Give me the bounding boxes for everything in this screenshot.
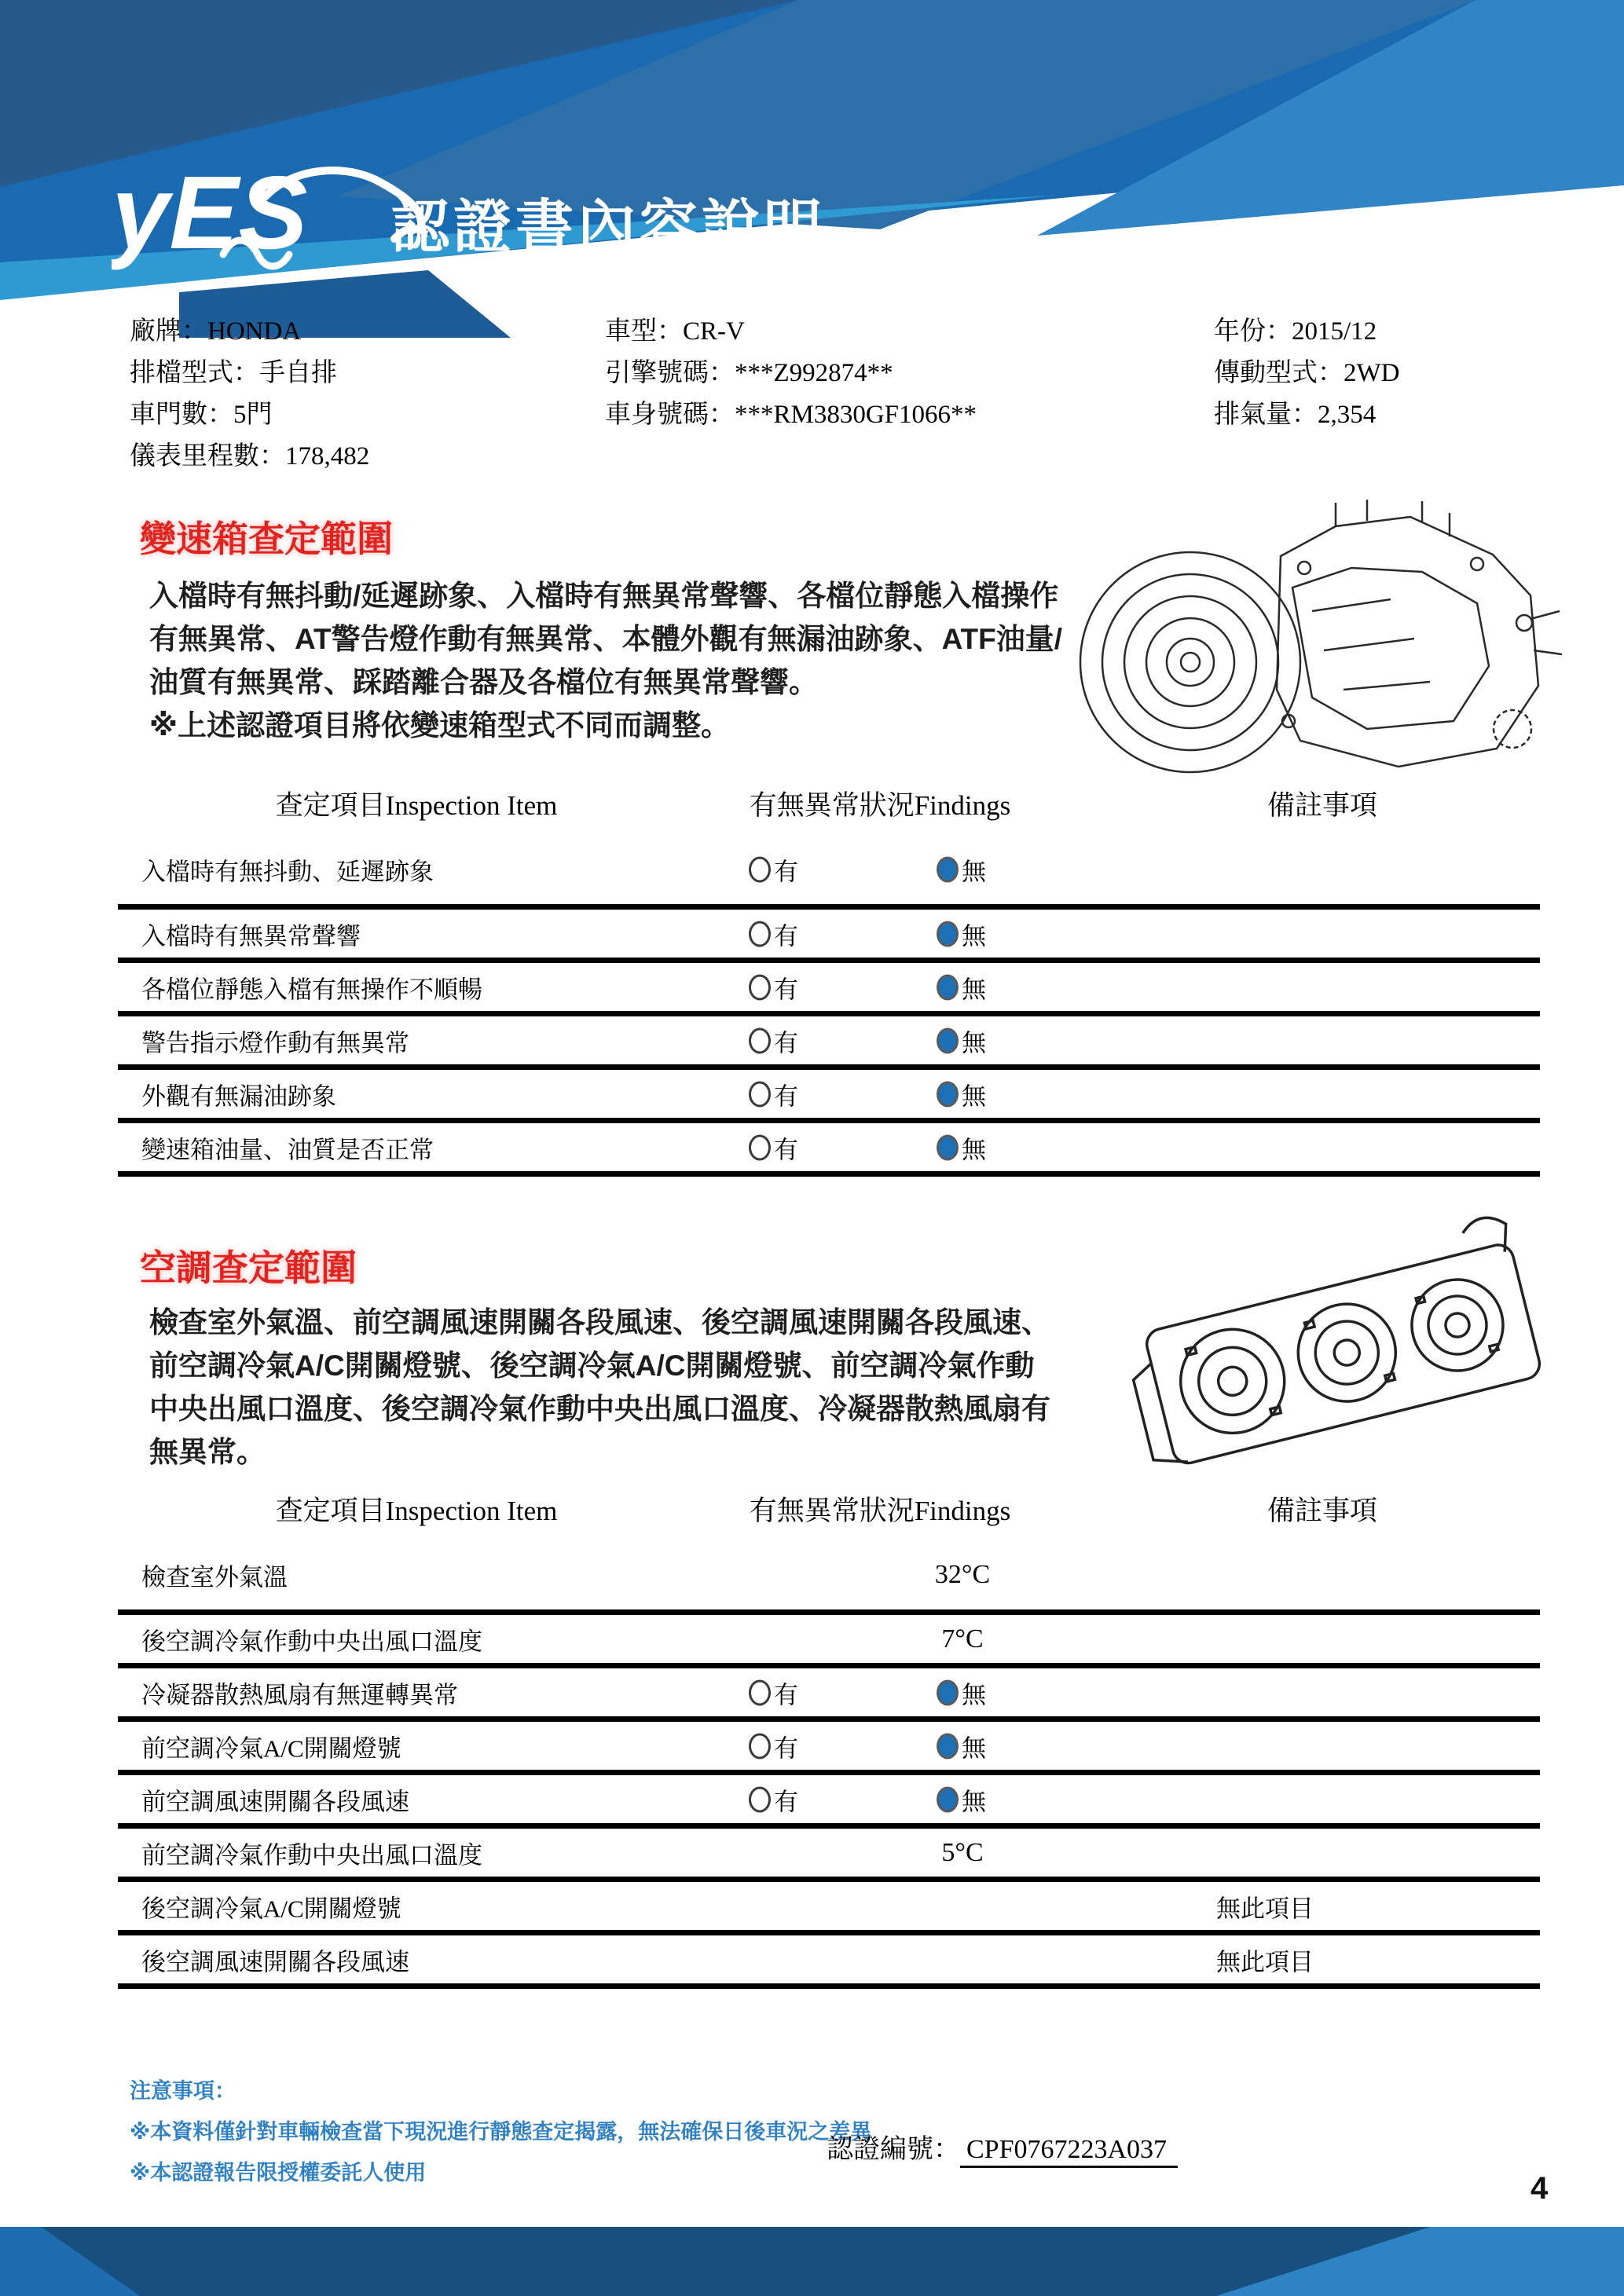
section-title-transmission: 變速箱查定範圍: [140, 518, 393, 559]
notice-block: [130, 2071, 871, 2193]
table-row: [118, 1882, 1540, 1935]
radio-option-normal: [937, 1728, 986, 1763]
inspection-item-label: 前空調冷氣A/C開關燈號: [141, 1734, 401, 1762]
description-line: 無異常。: [149, 1436, 266, 1468]
vehicle-info-item: 排檔型式：手自排: [130, 359, 337, 387]
inspection-item-label: 後空調冷氣A/C開關燈號: [141, 1895, 401, 1922]
inspection-item-label: 後空調冷氣作動中央出風口溫度: [141, 1628, 482, 1655]
radio-label: 有: [774, 1734, 798, 1762]
column-header-item: 查定項目Inspection Item: [275, 1496, 558, 1526]
table-row: [118, 1070, 1540, 1123]
radio-option-abnormal: [749, 1130, 798, 1165]
table-row: [118, 1540, 1540, 1615]
certificate-number-label: 認證編號：: [827, 2135, 960, 2164]
description-line: ※上述認證項目將依變速箱型式不同而調整。: [149, 709, 730, 742]
inspection-item-label: 入檔時有無抖動、延遲跡象: [141, 858, 434, 885]
vehicle-info-column-left: [130, 311, 369, 478]
vehicle-info-item: 傳動型式：2WD: [1214, 359, 1400, 387]
radio-circle-icon: [937, 1733, 959, 1759]
radio-option-normal: [937, 969, 986, 1005]
vehicle-info-item: 年份：2015/12: [1214, 317, 1377, 346]
column-header-remarks: 備註事項: [1267, 790, 1377, 821]
table-row: [118, 1016, 1540, 1070]
inspection-item-label: 各檔位靜態入檔有無操作不順暢: [141, 976, 482, 1003]
radio-option-normal: [937, 1023, 986, 1058]
vehicle-info-item: 引擎號碼：***Z992874**: [605, 359, 893, 387]
radio-circle-icon: [937, 1027, 959, 1053]
radio-circle-icon: [749, 1027, 771, 1053]
table-body: [118, 1540, 1540, 1989]
inspection-item-label: 警告指示燈作動有無異常: [141, 1029, 409, 1056]
remark-text: 無此項目: [1216, 1948, 1314, 1976]
radio-label: 無: [962, 1136, 986, 1163]
radio-option-abnormal: [749, 1782, 798, 1817]
radio-label: 無: [962, 922, 986, 950]
table-row: [118, 910, 1540, 963]
radio-circle-icon: [937, 1786, 959, 1812]
column-header-findings: 有無異常狀況Findings: [749, 1496, 1011, 1526]
inspection-item-label: 後空調風速開關各段風速: [141, 1948, 409, 1976]
radio-label: 有: [774, 1136, 798, 1163]
radio-circle-icon: [749, 1786, 771, 1812]
radio-label: 有: [774, 858, 798, 885]
table-row: [118, 1775, 1540, 1829]
inspection-item-label: 冷凝器散熱風扇有無運轉異常: [141, 1681, 458, 1708]
radio-label: 無: [962, 976, 986, 1003]
table-header-row: [118, 1489, 1540, 1540]
radio-option-abnormal: [749, 916, 798, 951]
column-header-item: 查定項目Inspection Item: [275, 790, 558, 821]
radio-option-normal: [937, 851, 986, 887]
page-title: 認證書內容說明: [391, 194, 826, 259]
finding-value: 32°C: [934, 1559, 991, 1589]
vehicle-info-column-middle: [605, 311, 977, 436]
certificate-number-value: CPF0767223A037: [960, 2135, 1178, 2168]
notice-line: ※本認證報告限授權委託人使用: [130, 2161, 427, 2184]
radio-option-abnormal: [749, 1076, 798, 1111]
table-row: [118, 834, 1540, 910]
radio-option-normal: [937, 1076, 986, 1111]
notice-title: 注意事項：: [130, 2079, 236, 2103]
radio-label: 有: [774, 1082, 798, 1110]
radio-label: 無: [962, 1681, 986, 1708]
table-row: [118, 1722, 1540, 1775]
radio-option-normal: [937, 1782, 986, 1817]
radio-label: 有: [774, 1681, 798, 1708]
vehicle-info-item: 儀表里程數：178,482: [130, 442, 370, 471]
radio-option-normal: [937, 916, 986, 951]
finding-value: 7°C: [941, 1624, 984, 1653]
radio-label: 無: [962, 1788, 986, 1815]
radio-circle-icon: [749, 1733, 771, 1759]
radio-option-abnormal: [749, 1023, 798, 1058]
radio-label: 無: [962, 858, 986, 885]
vehicle-info-item: 廠牌：HONDA: [130, 317, 302, 346]
radio-option-abnormal: [749, 851, 798, 887]
radio-circle-icon: [937, 1081, 959, 1107]
description-line: 油質有無異常、踩踏離合器及各檔位有無異常聲響。: [149, 666, 818, 698]
inspection-item-label: 前空調風速開關各段風速: [141, 1788, 409, 1815]
yes-logo-text: yES: [112, 155, 308, 270]
notice-lines: [130, 2111, 871, 2193]
transmission-inspection-table: [118, 784, 1540, 1177]
radio-circle-icon: [937, 1679, 959, 1705]
radio-option-normal: [937, 1130, 986, 1165]
finding-value: 5°C: [941, 1837, 984, 1867]
table-row: [118, 1668, 1540, 1722]
ac-inspection-table: [118, 1489, 1540, 1989]
radio-circle-icon: [749, 974, 771, 1000]
radio-label: 無: [962, 1029, 986, 1056]
section-description-transmission: [149, 574, 1062, 747]
description-line: 入檔時有無抖動/延遲跡象、入檔時有無異常聲響、各檔位靜態入檔操作: [149, 580, 1059, 612]
table-row: [118, 1123, 1540, 1177]
vehicle-info-column-right: [1214, 311, 1399, 436]
radio-label: 有: [774, 1788, 798, 1815]
radio-circle-icon: [749, 1081, 771, 1107]
radio-circle-icon: [749, 1134, 771, 1160]
radio-option-normal: [937, 1675, 986, 1710]
vehicle-info-item: 車型：CR-V: [605, 317, 745, 346]
column-header-findings: 有無異常狀況Findings: [749, 790, 1011, 821]
vehicle-info-item: 排氣量：2,354: [1214, 401, 1377, 429]
radio-circle-icon: [937, 921, 959, 947]
ac-panel-illustration: [1120, 1210, 1575, 1485]
radio-label: 無: [962, 1734, 986, 1762]
inspection-item-label: 入檔時有無異常聲響: [141, 922, 361, 950]
description-line: 檢查室外氣溫、前空調風速開關各段風速、後空調風速開關各段風速、: [149, 1306, 1050, 1338]
radio-option-abnormal: [749, 1728, 798, 1763]
footer-banner: [0, 2227, 1624, 2296]
radio-option-abnormal: [749, 1675, 798, 1710]
inspection-item-label: 外觀有無漏油跡象: [141, 1082, 336, 1110]
radio-circle-icon: [749, 856, 771, 882]
description-line: 有無異常、AT警告燈作動有無異常、本體外觀有無漏油跡象、ATF油量/: [149, 623, 1063, 655]
description-line: 中央出風口溫度、後空調冷氣作動中央出風口溫度、冷凝器散熱風扇有: [149, 1393, 1050, 1425]
section-title-air-conditioning: 空調查定範圍: [140, 1247, 357, 1288]
radio-label: 有: [774, 976, 798, 1003]
inspection-item-label: 檢查室外氣溫: [141, 1563, 288, 1591]
table-row: [118, 1935, 1540, 1989]
radio-circle-icon: [749, 1679, 771, 1705]
inspection-item-label: 前空調冷氣作動中央出風口溫度: [141, 1841, 482, 1869]
column-header-remarks: 備註事項: [1267, 1496, 1377, 1526]
radio-label: 無: [962, 1082, 986, 1110]
remark-text: 無此項目: [1216, 1895, 1314, 1922]
transmission-illustration: [1053, 493, 1564, 776]
radio-circle-icon: [937, 856, 959, 882]
table-header-row: [118, 784, 1540, 834]
vehicle-info-item: 車身號碼：***RM3830GF1066**: [605, 401, 977, 429]
notice-line: ※本資料僅針對車輛檢查當下現況進行靜態查定揭露，無法確保日後車況之差異: [130, 2120, 872, 2144]
radio-circle-icon: [937, 1134, 959, 1160]
radio-label: 有: [774, 922, 798, 950]
radio-option-abnormal: [749, 969, 798, 1005]
table-row: [118, 963, 1540, 1016]
inspection-item-label: 變速箱油量、油質是否正常: [141, 1136, 434, 1163]
table-row: [118, 1829, 1540, 1882]
certificate-number-line: [827, 2127, 1178, 2166]
radio-label: 有: [774, 1029, 798, 1056]
radio-circle-icon: [937, 974, 959, 1000]
radio-circle-icon: [749, 921, 771, 947]
table-body: [118, 834, 1540, 1177]
section-description-air-conditioning: [149, 1301, 1050, 1474]
description-line: 前空調冷氣A/C開關燈號、後空調冷氣A/C開關燈號、前空調冷氣作動: [149, 1349, 1035, 1382]
page-number: 4: [1531, 2171, 1549, 2206]
vehicle-info-item: 車門數：5門: [130, 401, 273, 429]
table-row: [118, 1615, 1540, 1668]
